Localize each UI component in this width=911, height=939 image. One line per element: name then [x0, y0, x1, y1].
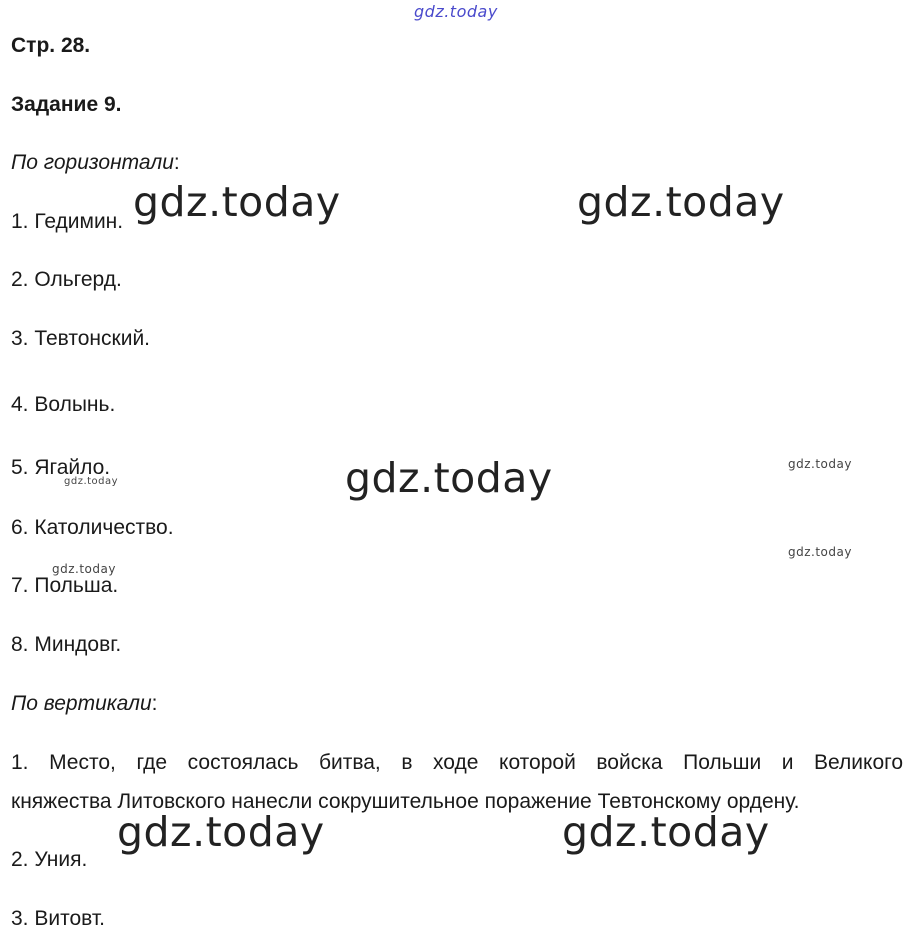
horizontal-heading-colon: : — [173, 151, 180, 174]
watermark-large: gdz.today — [133, 178, 341, 226]
horizontal-heading — [11, 150, 180, 176]
task-title: Задание 9. — [11, 93, 122, 116]
answer-vertical-2: 2. Уния. — [11, 848, 88, 871]
answer-horizontal-4: 4. Волынь. — [11, 393, 116, 416]
answer-horizontal-2: 2. Ольгерд. — [11, 268, 122, 291]
answer-vertical-1-line-1: 1. Место, где состоялась битва, в ходе которой войска Польши и Великого — [11, 751, 903, 774]
answer-vertical-3: 3. Витовт. — [11, 907, 105, 930]
watermark-large: gdz.today — [562, 808, 770, 856]
answer-horizontal-7: 7. Польша. — [11, 574, 119, 597]
page-number: Стр. 28. — [11, 34, 91, 57]
watermark-small: gdz.today — [788, 545, 852, 559]
answer-horizontal-1: 1. Гедимин. — [11, 210, 124, 233]
answer-horizontal-6: 6. Католичество. — [11, 516, 174, 539]
watermark-top: gdz.today — [414, 2, 498, 21]
watermark-large: gdz.today — [345, 454, 553, 502]
answer-horizontal-8: 8. Миндовг. — [11, 633, 122, 656]
watermark-large: gdz.today — [117, 808, 325, 856]
answer-horizontal-3: 3. Тевтонский. — [11, 327, 151, 350]
watermark-large: gdz.today — [577, 178, 785, 226]
watermark-small: gdz.today — [52, 562, 116, 576]
vertical-heading-colon: : — [151, 692, 158, 715]
vertical-heading — [11, 691, 158, 717]
answer-vertical-1-line-2: княжества Литовского нанесли сокрушительное поражение Тевтонскому ордену. — [11, 790, 800, 813]
watermark-small: gdz.today — [788, 457, 852, 471]
horizontal-heading-label: По горизонтали — [11, 151, 174, 174]
watermark-small: gdz.today — [64, 476, 119, 487]
answer-horizontal-5: 5. Ягайло. — [11, 456, 111, 479]
vertical-heading-label: По вертикали — [11, 692, 152, 715]
